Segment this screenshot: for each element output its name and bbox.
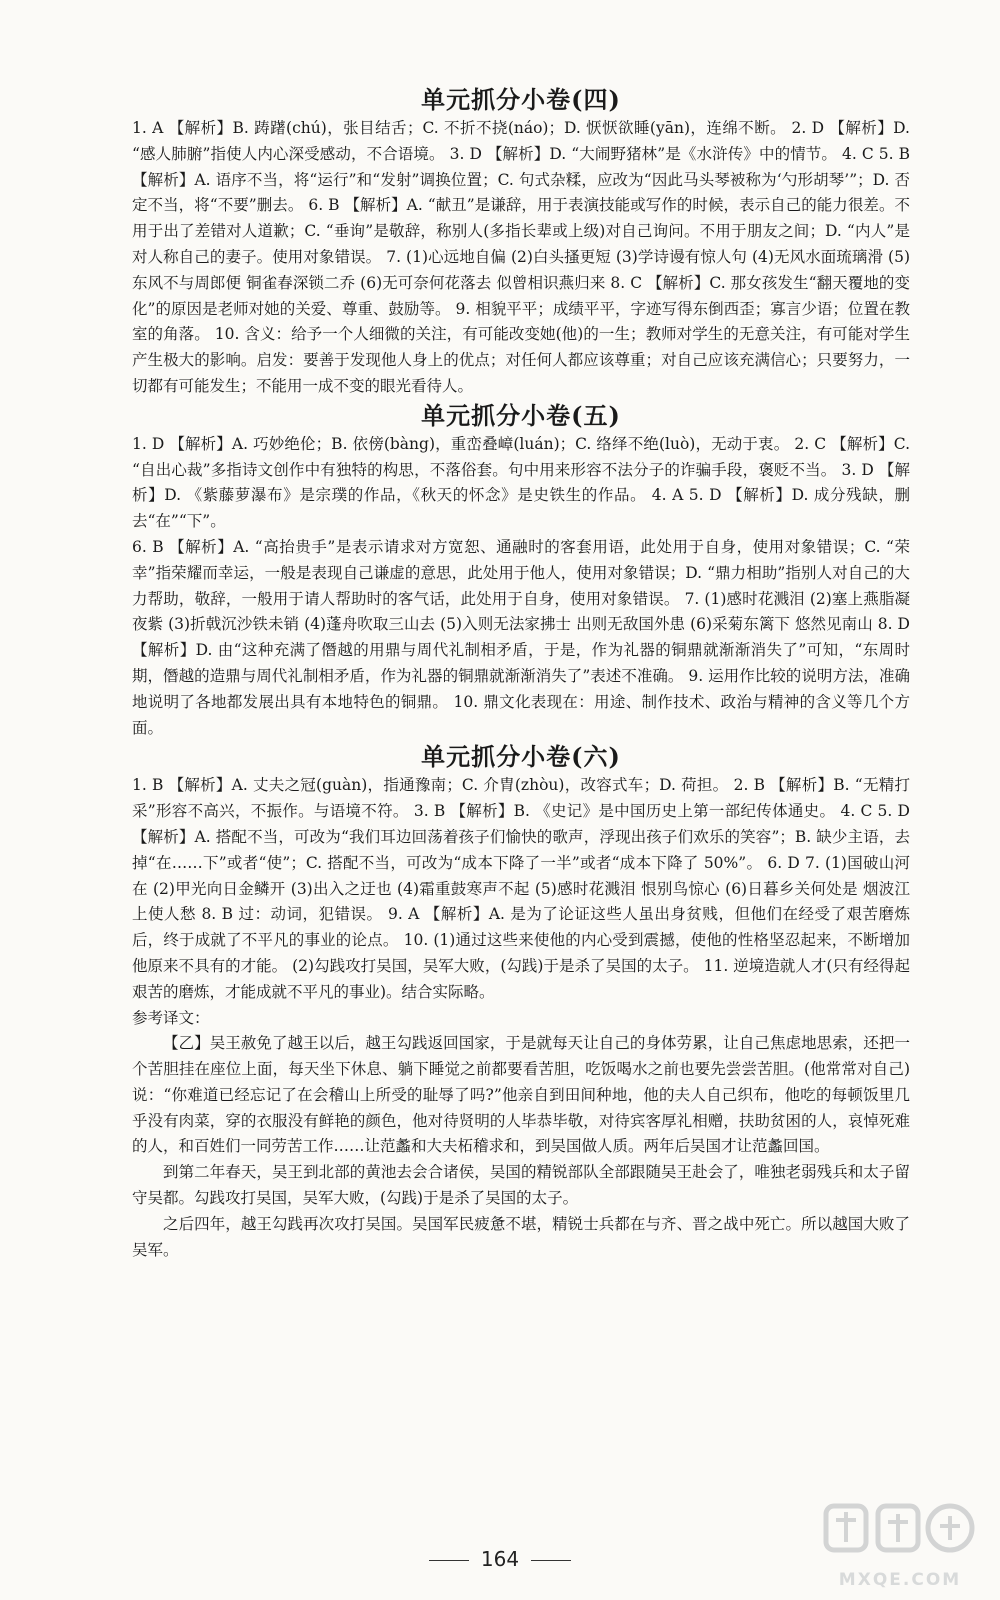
watermark-text: MXQE.COM [838,1570,962,1590]
section-title-4: 单元抓分小卷(四) [421,85,621,114]
section-5-answers-part1: 1. D 【解析】A. 巧妙绝伦；B. 依傍(bàng)，重峦叠嶂(luán)；C. 络绎不绝(luò)，无动于衷。 2. C 【解析】C. “自出心裁”多指诗文创作中有独特的构思，不落俗套。句中用来形容不法分子的诈骗手段，褒贬不当。 3. D 【解析】D. 《紫藤萝瀑布》是宗璞的作品，《秋天的怀念》是史铁生的作品。 4. A 5. D 【解析】D. 成分残缺，删去“在”“下”。 [132,434,910,531]
watermark [820,1498,980,1594]
answer-page [132,84,910,1263]
page-number-dash-right [531,1560,571,1561]
translation-text-2: 到第二年春天，吴王到北部的黄池去会合诸侯，吴国的精锐部队全部跟随吴王赴会了，唯独老弱残兵和太子留守吴都。勾践攻打吴国，吴军大败，(勾践)于是杀了吴国的太子。 [132,1163,910,1208]
section-title-6: 单元抓分小卷(六) [421,742,621,772]
section-6-answers: 1. B 【解析】A. 丈夫之冠(guàn)，指通豫南；C. 介胄(zhòu)，改容式车；D. 荷担。 2. B 【解析】B. “无精打采”形容不高兴，不振作。与语境不符。 3. B 【解析】B. 《史记》是中国历史上第一部纪传体通史。 4. C 5. D 【解析】A. 搭配不当，可改为“我们耳边回荡着孩子们愉快的歌声，浮现出孩子们欢乐的笑容”；B. 缺少主语，去掉“在……下”或者“使”；C. 搭配不当，可改为“成本下降了一半”或者“成本下降了 50%”。 6. D 7. (1)国破山河在 (2)甲光向日金鳞开 (3)出入之迂也 (4)霜重鼓寒声不起 (5)感时花溅泪 恨别鸟惊心 (6)日暮乡关何处是 烟波江上使人愁 8. B 过：动词，犯错误。 9. A 【解析】A. 是为了论证这些人虽出身贫贱，但他们在经受了艰苦磨炼后，终于成就了不平凡的事业的论点。 10. (1)通过这些来使他的内心受到震撼，使他的性格坚忍起来，不断增加他原来不具有的才能。 (2)勾践攻打吴国，吴军大败，(勾践)于是杀了吴国的太子。 11. 逆境造就人才(只有经得起艰苦的磨炼，才能成就不平凡的事业)。结合实际略。 [132,776,910,1001]
page-number-dash-left [429,1560,469,1561]
page-number-text: 164 [480,1547,520,1571]
answer-logo-icon [820,1498,980,1568]
translation-paragraph-2 [132,1160,910,1212]
translation-paragraph-1 [132,1031,910,1160]
section-4-answers: 1. A 【解析】B. 踌躇(chú)，张目结舌；C. 不折不挠(náo)；D. 恹恹欲睡(yān)，连绵不断。 2. D 【解析】D. “感人肺腑”指使人内心深受感动，不合语境。 3. D 【解析】D. “大闹野猪林”是《水浒传》中的情节。 4. C 5. B 【解析】A. 语序不当，将“运行”和“发射”调换位置；C. 句式杂糅，应改为“因此马头琴被称为‘勺形胡琴’”；D. 否定不当，将“不要”删去。 6. B 【解析】A. “献丑”是谦辞，用于表演技能或写作的时候，表示自己的能力很差。不用于出了差错对人道歉；C. “垂询”是敬辞，称别人(多指长辈或上级)对自己询问。不用于朋友之间；D. “内人”是对人称自己的妻子。使用对象错误。 7. (1)心远地自偏 (2)白头搔更短 (3)学诗谩有惊人句 (4)无风水面琉璃滑 (5)东风不与周郎便 铜雀春深锁二乔 (6)无可奈何花落去 似曾相识燕归来 8. C 【解析】C. 那女孩发生“翻天覆地的变化”的原因是老师对她的关爱、尊重、鼓励等。 9. 相貌平平；成绩平平，字迹写得东倒西歪；寡言少语；位置在教室的角落。 10. 含义：给予一个人细微的关注，有可能改变她(他)的一生；教师对学生的无意关注，有可能对学生产生极大的影响。启发：要善于发现他人身上的优点；对任何人都应该尊重；对自己应该充满信心；只要努力，一切都有可能发生；不能用一成不变的眼光看待人。 [132,119,910,395]
translation-text-1: 【乙】吴王赦免了越王以后，越王勾践返回国家，于是就每天让自己的身体劳累，让自己焦虑地思索，还把一个苦胆挂在座位上面，每天坐下休息、躺下睡觉之前都要看苦胆，吃饭喝水之前也要先尝尝苦胆。(他常常对自己)说：“你难道已经忘记了在会稽山上所受的耻辱了吗?”他亲自到田间种地，他的夫人自己织布，他吃的每顿饭里几乎没有肉菜，穿的衣服没有鲜艳的颜色，他对待贤明的人毕恭毕敬，对待宾客厚礼相赠，扶助贫困的人，哀悼死难的人，和百姓们一同劳苦工作……让范蠡和大夫柘稽求和，到吴国做人质。两年后吴国才让范蠡回国。 [132,1034,910,1156]
section-5-answers-part2: 6. B 【解析】A. “高抬贵手”是表示请求对方宽恕、通融时的客套用语，此处用于自身，使用对象错误；C. “荣幸”指荣耀而幸运，一般是表现自己谦虚的意思，此处用于他人，使用对象错误；D. “鼎力相助”指别人对自己的大力帮助，敬辞，一般用于请人帮助时的客气话，此处用于自身，使用对象错误。 7. (1)感时花溅泪 (2)塞上燕脂凝夜紫 (3)折戟沉沙铁未销 (4)蓬舟吹取三山去 (5)入则无法家拂士 出则无敌国外患 (6)采菊东篱下 悠然见南山 8. D 【解析】D. 由“这种充满了僭越的用鼎与周代礼制相矛盾，于是，作为礼器的铜鼎就渐渐消失了”可知，“东周时期，僭越的造鼎与周代礼制相矛盾，作为礼器的铜鼎就渐渐消失了”表述不准确。 9. 运用作比较的说明方法，准确地说明了各地都发展出具有本地特色的铜鼎。 10. 鼎文化表现在：用途、制作技术、政治与精神的含义等几个方面。 [132,537,910,737]
section-title-5: 单元抓分小卷(五) [421,400,621,430]
translation-text-3: 之后四年，越王勾践再次攻打吴国。吴国军民疲惫不堪，精锐士兵都在与齐、晋之战中死亡。所以越国大败了吴军。 [132,1214,910,1259]
reference-translation-label: 参考译文： [132,1008,210,1027]
translation-paragraph-3 [132,1212,910,1264]
